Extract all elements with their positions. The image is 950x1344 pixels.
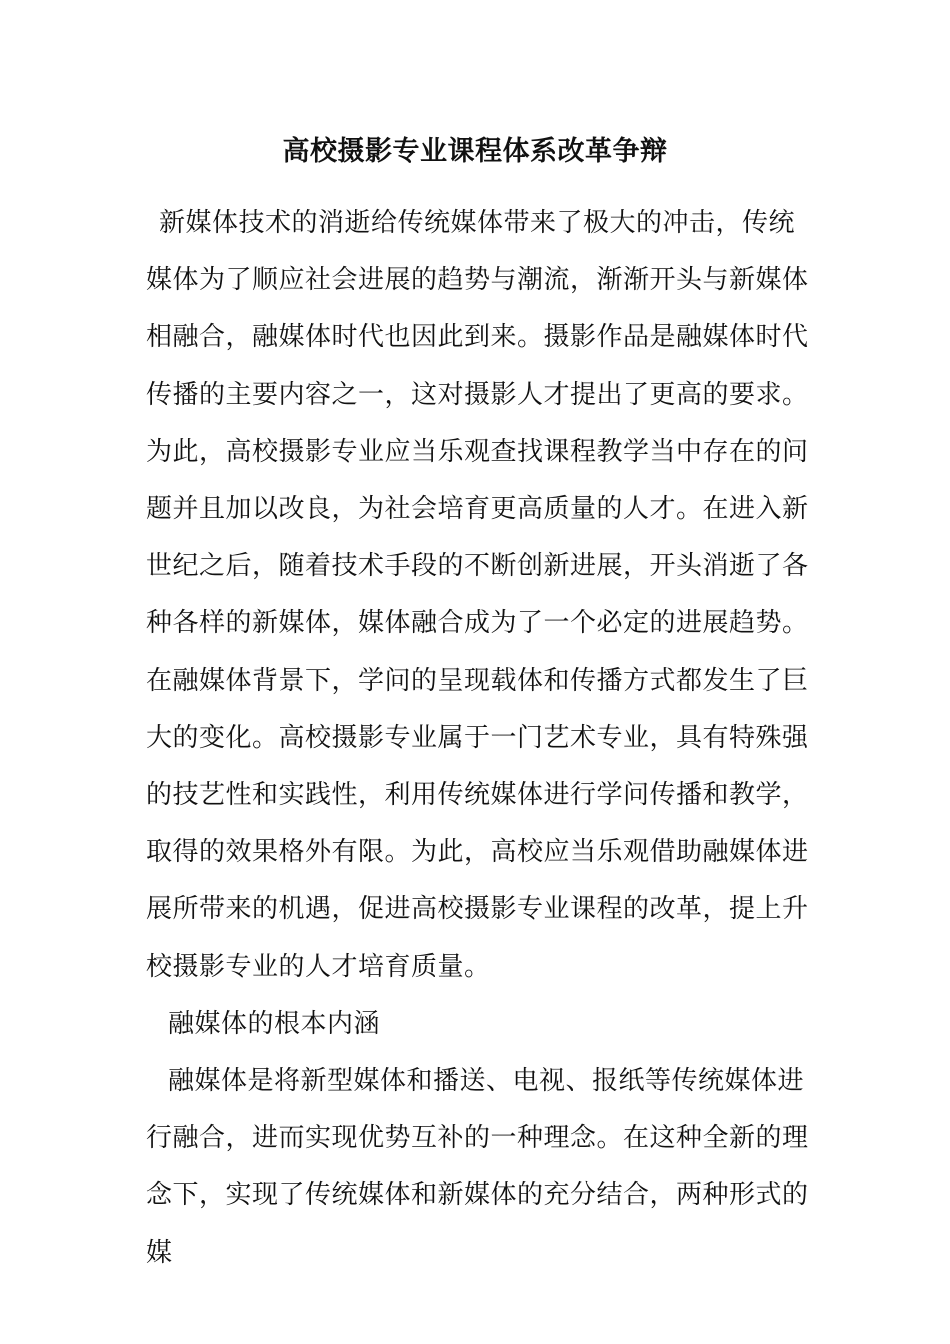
section-paragraph: 融媒体是将新型媒体和播送、电视、报纸等传统媒体进行融合，进而实现优势互补的一种理念。在这种全新的理念下，实现了传统媒体和新媒体的充分结合，两种形式的媒 — [146, 1066, 809, 1268]
section-heading: 融媒体的根本内涵 — [168, 1008, 381, 1039]
document-title: 高校摄影专业课程体系改革争辩 — [282, 136, 668, 167]
intro-paragraph: 新媒体技术的消逝给传统媒体带来了极大的冲击，传统媒体为了顺应社会进展的趋势与潮流，渐渐开头与新媒体相融合，融媒体时代也因此到来。摄影作品是融媒体时代传播的主要内容之一，这对摄影人才提出了更高的要求。为此，高校摄影专业应当乐观查找课程教学当中存在的问题并且加以改良，为社会培育更高质量的人才。在进入新世纪之后，随着技术手段的不断创新进展，开头消逝了各种各样的新媒体，媒体融合成为了一个必定的进展趋势。在融媒体背景下，学问的呈现载体和传播方式都发生了巨大的变化。高校摄影专业属于一门艺术专业，具有特殊强的技艺性和实践性，利用传统媒体进行学问传播和教学，取得的效果格外有限。为此，高校应当乐观借助融媒体进展所带来的机遇，促进高校摄影专业课程的改革，提上升校摄影专业的人才培育质量。 — [146, 208, 809, 982]
document-body — [146, 195, 816, 1282]
